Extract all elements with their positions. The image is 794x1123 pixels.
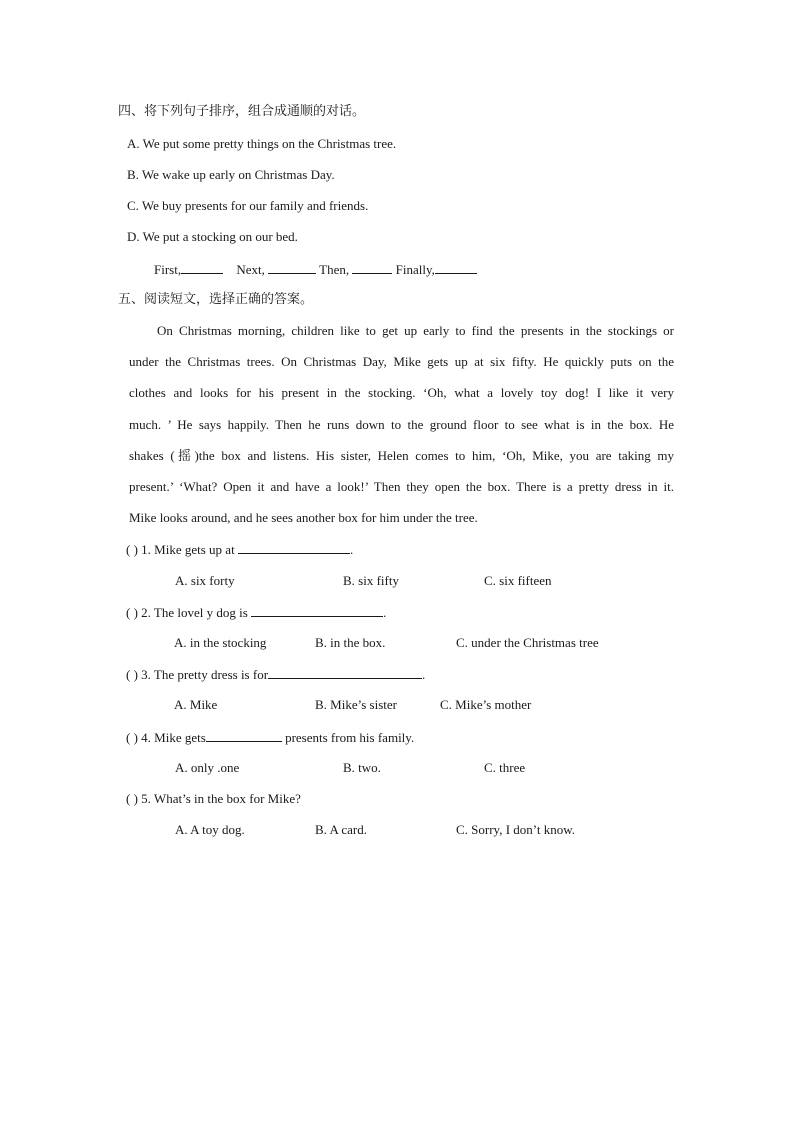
order-next-blank[interactable]: [268, 261, 316, 274]
question-stem-end: .: [422, 667, 426, 682]
question-1: [126, 541, 353, 558]
q5-option-b[interactable]: B. A card.: [315, 822, 367, 837]
question-5: [126, 791, 301, 807]
section-4-title: 四、将下列句子排序，组合成通顺的对话。: [118, 104, 366, 119]
answer-bracket[interactable]: ( ): [126, 667, 138, 682]
q1-option-c[interactable]: C. six fifteen: [484, 573, 552, 588]
question-stem: 5. What’s in the box for Mike?: [141, 791, 301, 806]
answer-bracket[interactable]: ( ): [126, 542, 138, 557]
passage-line-5: shakes (摇)the box and listens. His sister, Helen comes to him, ‘Oh, Mike, you are taking my: [129, 448, 674, 463]
q3-option-a[interactable]: A. Mike: [174, 697, 218, 712]
question-stem: 3. The pretty dress is for: [141, 667, 269, 682]
q4-option-c[interactable]: C. three: [484, 760, 526, 775]
order-row: [154, 261, 477, 278]
passage-line-3: clothes and looks for his present in the stocking. ‘Oh, what a lovely toy dog! I like it very: [129, 385, 674, 400]
passage-line-7: Mike looks around, and he sees another box for him under the tree.: [129, 510, 478, 525]
passage-line-6: present.’ ‘What? Open it and have a look!’ Then they open the box. There is a pretty dress in it.: [129, 479, 674, 494]
sentence-a: A. We put some pretty things on the Christmas tree.: [127, 136, 397, 151]
passage-line-1: On Christmas morning, children like to get up early to find the presents in the stockings or: [157, 323, 674, 338]
sentence-c: C. We buy presents for our family and friends.: [127, 198, 369, 213]
question-2: [126, 604, 386, 621]
q2-option-a[interactable]: A. in the stocking: [174, 635, 267, 650]
order-finally-label: Finally,: [395, 262, 435, 277]
passage-line-4: much. ’ He says happily. Then he runs down to the ground floor to see what is in the box. He: [129, 417, 674, 432]
q5-option-c[interactable]: C. Sorry, I don’t know.: [456, 822, 576, 837]
q1-option-b[interactable]: B. six fifty: [343, 573, 399, 588]
answer-blank[interactable]: [238, 541, 350, 554]
answer-bracket[interactable]: ( ): [126, 605, 138, 620]
q5-option-a[interactable]: A. A toy dog.: [175, 822, 245, 837]
answer-blank[interactable]: [251, 604, 383, 617]
order-then-label: Then,: [319, 262, 350, 277]
q4-option-a[interactable]: A. only .one: [175, 760, 240, 775]
order-finally-blank[interactable]: [435, 261, 477, 274]
passage-line-2: under the Christmas trees. On Christmas Day, Mike gets up at six fifty. He quickly puts on the: [129, 354, 674, 369]
q3-option-b[interactable]: B. Mike’s sister: [315, 697, 397, 712]
question-3: [126, 666, 425, 683]
question-stem-end: presents from his family.: [285, 730, 415, 745]
question-stem: 1. Mike gets up at: [141, 542, 235, 557]
q3-option-c[interactable]: C. Mike’s mother: [440, 697, 532, 712]
question-stem: 4. Mike gets: [141, 730, 206, 745]
answer-bracket[interactable]: ( ): [126, 730, 138, 745]
order-next-label: Next,: [236, 262, 265, 277]
section-5-title: 五、阅读短文，选择正确的答案。: [118, 292, 314, 307]
order-first-label: First,: [154, 262, 182, 277]
sentence-b: B. We wake up early on Christmas Day.: [127, 167, 335, 182]
q1-option-a[interactable]: A. six forty: [175, 573, 235, 588]
question-stem-end: .: [349, 542, 354, 557]
question-4: [126, 729, 414, 746]
q2-option-c[interactable]: C. under the Christmas tree: [456, 635, 599, 650]
q2-option-b[interactable]: B. in the box.: [315, 635, 386, 650]
sentence-d: D. We put a stocking on our bed.: [127, 229, 298, 244]
answer-blank[interactable]: [206, 729, 282, 742]
order-first-blank[interactable]: [181, 261, 223, 274]
q4-option-b[interactable]: B. two.: [343, 760, 381, 775]
question-stem: 2. The lovel y dog is: [141, 605, 248, 620]
order-then-blank[interactable]: [352, 261, 392, 274]
answer-blank[interactable]: [268, 666, 422, 679]
answer-bracket[interactable]: ( ): [126, 791, 138, 806]
question-stem-end: .: [383, 605, 387, 620]
